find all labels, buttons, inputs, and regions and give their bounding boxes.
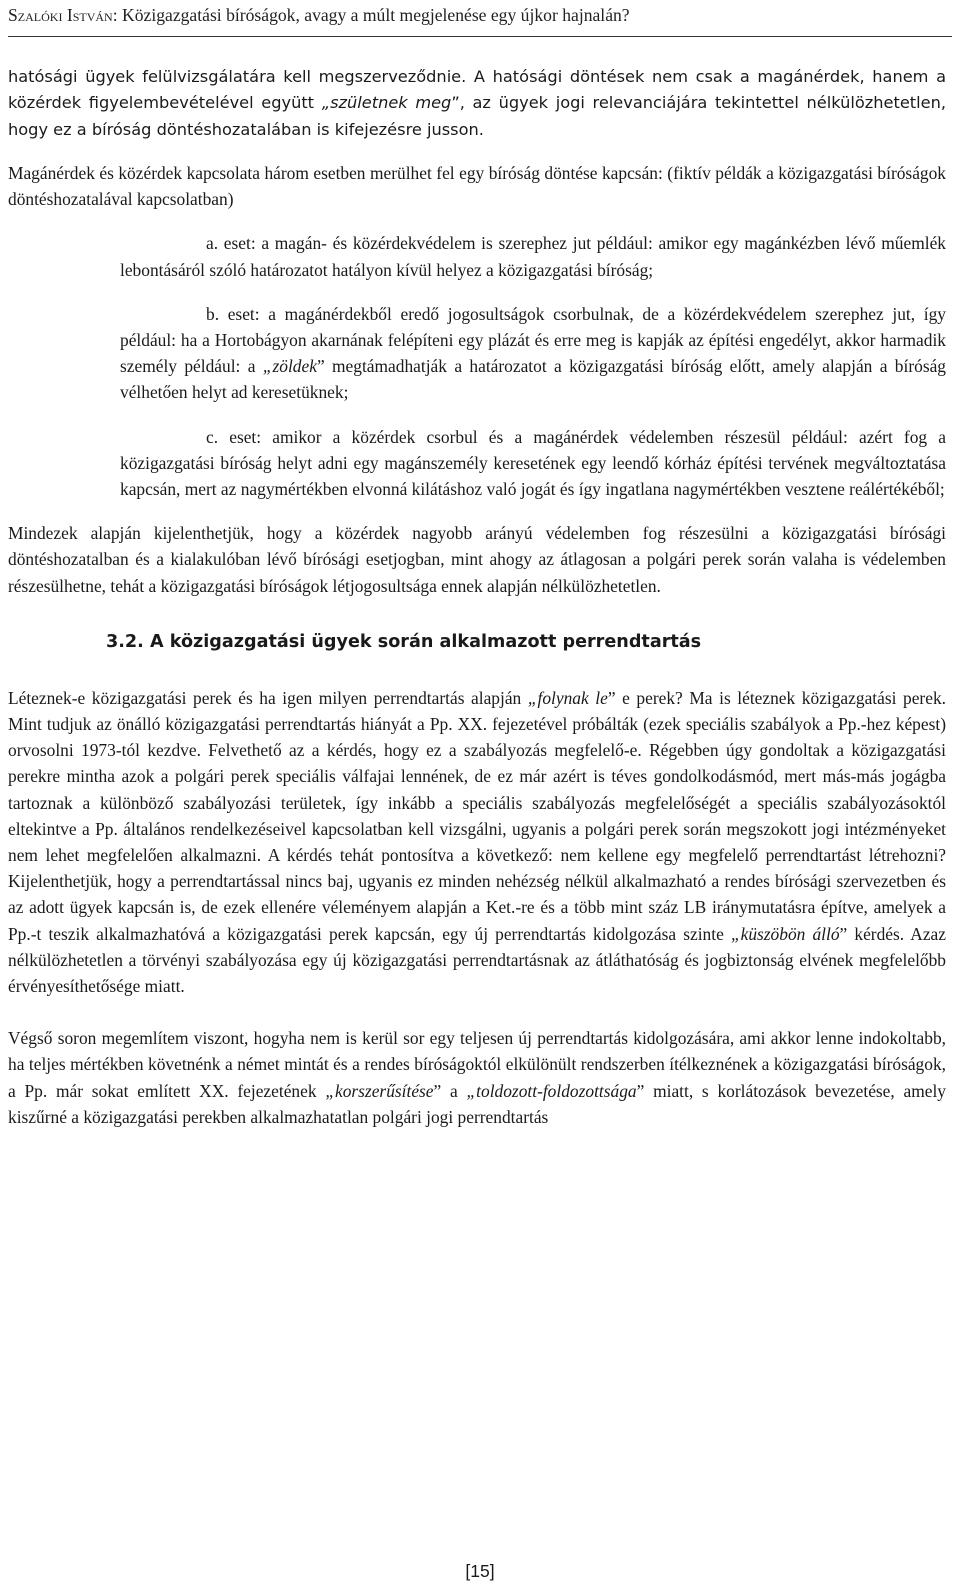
paragraph-4-emphasis-1: „folynak le bbox=[527, 687, 608, 708]
case-a: a. eset: a magán- és közérdekvédelem is szerephez jut például: amikor egy magánkézben lévő műemlék lebontásáról szóló határozatot hatályon kívül helyez a közigazgatási bíróság; bbox=[120, 233, 946, 280]
cases-list bbox=[120, 230, 946, 502]
header-title: : Közigazgatási bíróságok, avagy a múlt megjelenése egy újkor hajnalán? bbox=[112, 5, 630, 25]
header-author-first: Szalóki bbox=[8, 5, 63, 25]
paragraph-5-text-a: Végső soron megemlítem viszont, hogyha nem is kerül sor egy teljesen új perrendtartás kidolgozására, ami akkor lenne indokoltabb, ha teljes mértékben követnénk a német mintát és a rendes bíróságoktól elkülönült rendszerben ítélkeznének a közigazgatási bíróságok, a Pp. már sokat említett XX. fejezetének bbox=[8, 1028, 946, 1101]
section-heading: 3.2. A közigazgatási ügyek során alkalmazott perrendtartás bbox=[106, 631, 702, 652]
case-b-text-b: ” megtámadhatják a határozatot a közigazgatási bíróság előtt, amely alapján a bíróság vélhetően helyt ad keresetüknek; bbox=[120, 356, 947, 403]
paragraph-1-text-a: hatósági ügyek felülvizsgálatára kell megszerveződnie. A hatósági döntések nem csak a magánérdek, hanem a közérdek figyelembevételével együtt bbox=[8, 67, 946, 113]
running-header bbox=[8, 2, 952, 37]
paragraph-1-emphasis: „születnek meg bbox=[321, 93, 452, 113]
paragraph-2: Magánérdek és közérdek kapcsolata három esetben merülhet fel egy bíróság döntése kapcsán: (fiktív példák a közigazgatási bíróságok döntéshozatalával kapcsolatban) bbox=[8, 162, 946, 210]
case-b bbox=[120, 301, 946, 406]
paragraph-1-text-b: ”, az ügyek jogi relevanciájára tekintettel nélkülözhetetlen, hogy ez a bíróság döntéshozatalában is kifejezésre jusson. bbox=[8, 93, 946, 139]
paragraph-4-text-b: ” e perek? Ma is léteznek közigazgatási perek. Mint tudjuk az önálló közigazgatási perrendtartás hiányát a Pp. XX. fejezetével próbálták (ezek speciális szabályok a Pp.-hez képest) orvosolni 1973-tól kezdve. Felvethető az a kérdés, hogy ez a szabályozás megfelelő-e. Régebben úgy gondoltak a közigazgatási perekre mintha azok a polgári perek speciális válfajai lennének, de ez már azért is téves gondolkodásmód, mert más-más jogágba tartoznak a különböző szabályozási területek, így inkább a speciális szabályozás megfelelőségét a speciális szabályozásoktól eltekintve a Pp. általános rendelkezéseivel kapcsolatban kell vizsgálni, ugyanis a polgári perek során megszokott jogi intézményeket nem lehet megfelelően alkalmazni. A kérdés tehát pontosítva a következő: nem kellene egy megfelelő perrendtartást létrehozni? Kijelenthetjük, hogy a perrendtartással nincs baj, ugyanis ez minden nehézség nélkül alkalmazható a rendes bírósági szervezetben és az adott ügyek kapcsán is, de ezek ellenére véleményem alapján a Ket.-re és a több mint száz LB iránymutatásra építve, amelyek a Pp.-t teszik alkalmazhatóvá a közigazgatási perek kapcsán, egy új perrendtartás kidolgozása szinte bbox=[8, 687, 946, 944]
paragraph-1 bbox=[8, 64, 946, 143]
paragraph-5-emphasis-1: „korszerűsítése bbox=[325, 1080, 434, 1101]
page-number: [15] bbox=[465, 1561, 495, 1581]
paragraph-5-text-c: ” miatt, s korlátozások bevezetése, amely kiszűrné a közigazgatási perekben alkalmazhatatlan polgári jogi perrendtartás bbox=[8, 1080, 947, 1127]
paragraph-3: Mindezek alapján kijelenthetjük, hogy a közérdek nagyobb arányú védelemben fog részesülni a közigazgatási bírósági döntéshozatalban és a kialakulóban lévő bírósági esetjogban, mint ahogy az átlagosan a polgári perek során valaha is védelemben részesülhetne, tehát a közigazgatási bíróságok létjogosultsága ennek alapján nélkülözhetetlen. bbox=[8, 523, 946, 596]
paragraph-4-text-a: Léteznek-e közigazgatási perek és ha igen milyen perrendtartás alapján bbox=[8, 687, 528, 708]
case-b-emphasis: „zöldek bbox=[262, 356, 317, 377]
header-author-last: István bbox=[66, 5, 113, 25]
paragraph-5-emphasis-2: „toldozott-foldozottsága bbox=[466, 1080, 637, 1101]
case-c: c. eset: amikor a közérdek csorbul és a magánérdek védelemben részesül például: azért fog a közigazgatási bíróság helyt adni egy magánszemély keresetének egy leendő kórház építési tervének megváltoztatása kapcsán, mert az nagymértékben elvonná kilátáshoz való jogát és így ingatlana nagymértékben vesztene reálértékéből; bbox=[120, 426, 946, 499]
paragraph-4-emphasis-2: „küszöbön álló bbox=[730, 923, 840, 944]
page-body bbox=[8, 64, 946, 1130]
case-b-text-a: b. eset: a magánérdekből eredő jogosultságok csorbulnak, de a közérdekvédelem szerephez jut, így például: ha a Hortobágyon akarnának felépíteni egy plázát és erre meg is kapják az építési engedélyt, akkor harmadik személy például: a bbox=[120, 303, 946, 377]
paragraph-5 bbox=[8, 1025, 946, 1130]
paragraph-4 bbox=[8, 685, 946, 999]
paragraph-5-text-b: ” a bbox=[433, 1080, 467, 1101]
paragraph-4-text-c: ” kérdés. Azaz nélkülözhetetlen a törvényi szabályozása egy új közigazgatási perrendtartásnak az átláthatóság és jogbiztonság elvének megfelelőbb érvényesíthetősége miatt. bbox=[8, 923, 946, 996]
